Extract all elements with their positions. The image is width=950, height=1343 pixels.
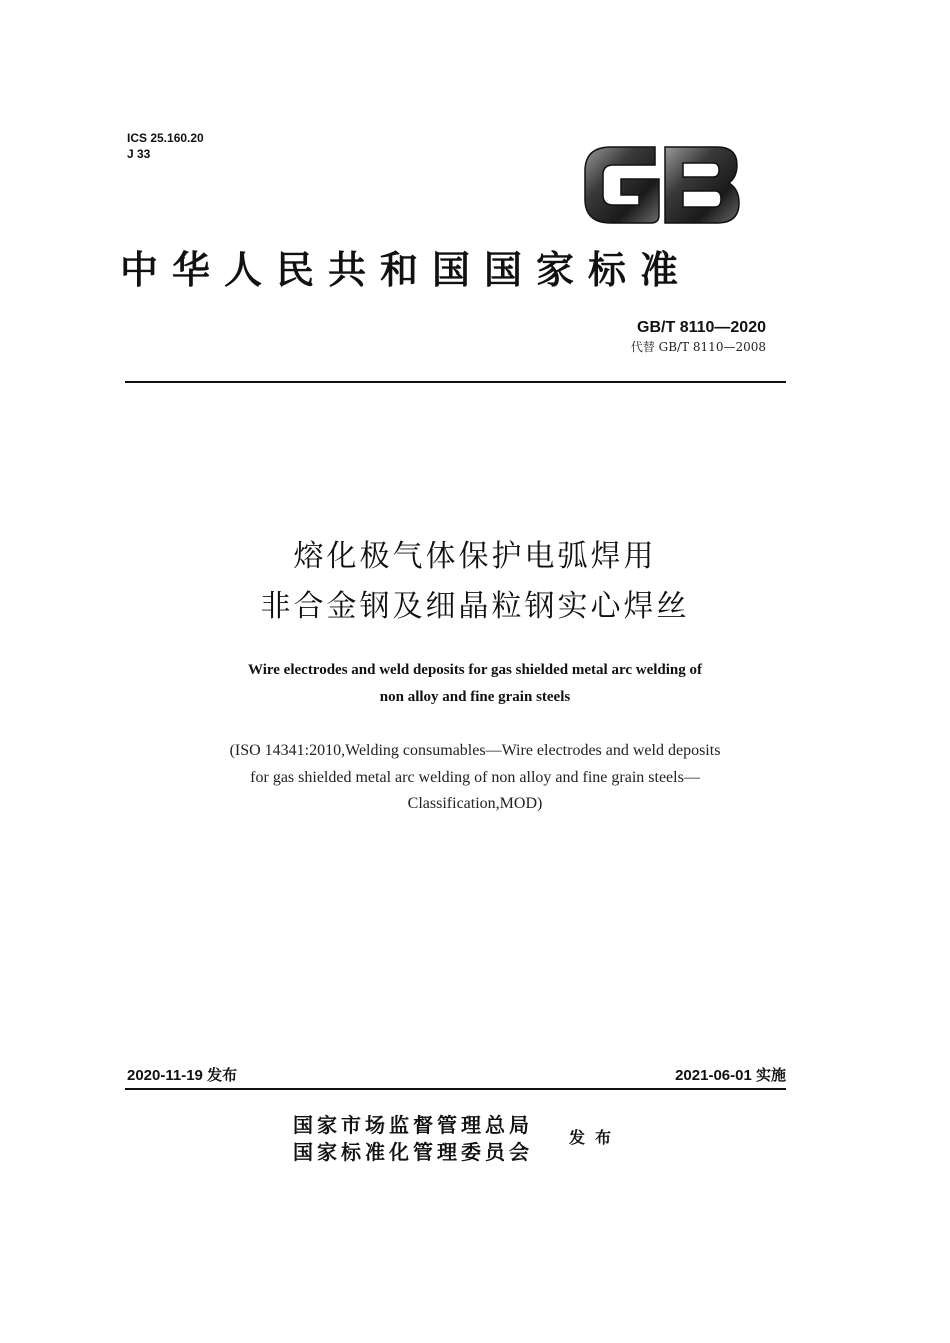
publish-date: 2020-11-19 发布	[127, 1067, 238, 1084]
iso-reference-line-2: for gas shielded metal arc welding of non alloy and fine grain steels—	[250, 769, 700, 786]
footer-divider	[125, 1088, 786, 1090]
ccs-code: J 33	[127, 147, 151, 161]
classification-codes	[127, 130, 204, 162]
english-title-line-1: Wire electrodes and weld deposits for gas shielded metal arc welding of	[247, 662, 702, 678]
gb-logo	[581, 141, 743, 227]
english-title-line-2: non alloy and fine grain steels	[379, 689, 571, 705]
ics-code: ICS 25.160.20	[127, 131, 204, 145]
national-standard-title: 中华人民共和国国家标准	[120, 247, 693, 292]
implementation-date: 2021-06-01 实施	[675, 1067, 786, 1084]
chinese-title-line-1: 熔化极气体保护电弧焊用	[293, 539, 657, 574]
iso-reference-line-1: (ISO 14341:2010,Welding consumables—Wire electrodes and weld deposits	[229, 742, 721, 759]
issue-label: 发布	[569, 1128, 622, 1147]
header-divider	[125, 381, 786, 383]
replaces-standard: 代替 GB/T 8110—2008	[630, 340, 766, 354]
issuer-sac: 国家标准化管理委员会	[293, 1140, 533, 1164]
chinese-title-line-2: 非合金钢及细晶粒钢实心焊丝	[260, 589, 690, 624]
iso-reference-line-3: Classification,MOD)	[407, 795, 543, 812]
standard-number: GB/T 8110—2020	[637, 319, 766, 336]
issuer-samr: 国家市场监督管理总局	[293, 1113, 533, 1137]
